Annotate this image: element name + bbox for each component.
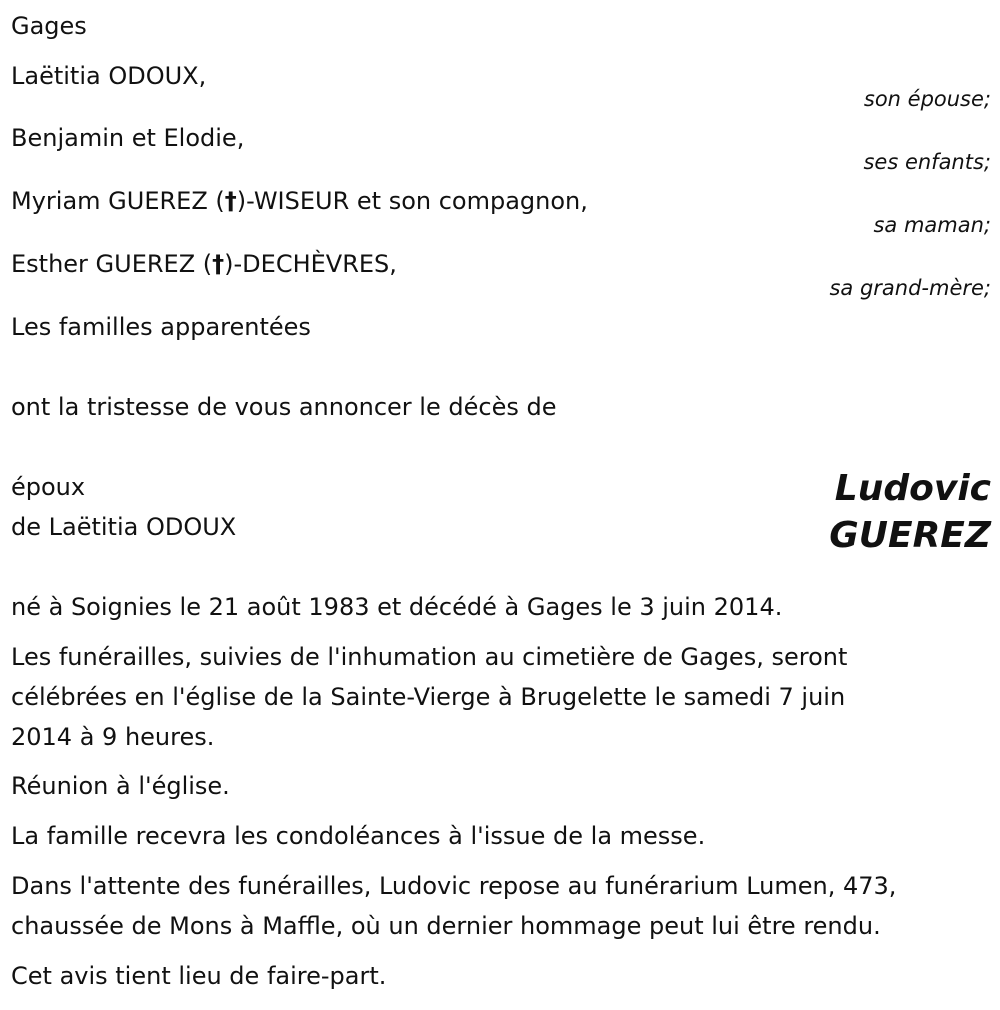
role-wife: son épouse; (863, 87, 991, 111)
related-families: Les familles apparentées (11, 313, 311, 341)
death-notice (11, 0, 991, 1010)
closing-text: Cet avis tient lieu de faire-part. (11, 962, 387, 990)
family-member-mother (11, 187, 588, 215)
deceased-relation-line2: de Laëtitia ODOUX (11, 513, 237, 541)
family-member-wife: Laëtitia ODOUX, (11, 62, 207, 90)
mother-name-end: )-WISEUR et son compagnon, (236, 187, 588, 215)
family-member-grandmother (11, 250, 397, 278)
role-mother: sa maman; (873, 213, 991, 237)
deceased-last-name: GUEREZ (829, 515, 991, 556)
repose-text-line2: chaussée de Mons à Maffle, où un dernier hommage peut lui être rendu. (11, 912, 881, 940)
family-member-children: Benjamin et Elodie, (11, 124, 245, 152)
role-grandmother: sa grand-mère; (829, 276, 991, 300)
cross-icon: † (212, 250, 225, 278)
repose-text-line1: Dans l'attente des funérailles, Ludovic repose au funérarium Lumen, 473, (11, 872, 897, 900)
funeral-text-line2: célébrées en l'église de la Sainte-Vierge à Brugelette le samedi 7 juin (11, 683, 846, 711)
role-children: ses enfants; (863, 150, 991, 174)
birth-death-text: né à Soignies le 21 août 1983 et décédé à Gages le 3 juin 2014. (11, 593, 783, 621)
deceased-relation-line1: époux (11, 473, 86, 501)
cross-icon: † (224, 187, 237, 215)
announcement: ont la tristesse de vous annoncer le décès de (11, 393, 557, 421)
grandmother-name-start: Esther GUEREZ ( (11, 250, 213, 278)
mother-name-start: Myriam GUEREZ ( (11, 187, 225, 215)
meeting-text: Réunion à l'église. (11, 772, 230, 800)
grandmother-name-end: )-DECHÈVRES, (224, 250, 397, 278)
funeral-text-line3: 2014 à 9 heures. (11, 723, 215, 751)
locality: Gages (11, 12, 87, 40)
condolences-text: La famille recevra les condoléances à l'issue de la messe. (11, 822, 706, 850)
deceased-first-name: Ludovic (834, 468, 991, 509)
funeral-text-line1: Les funérailles, suivies de l'inhumation au cimetière de Gages, seront (11, 643, 848, 671)
